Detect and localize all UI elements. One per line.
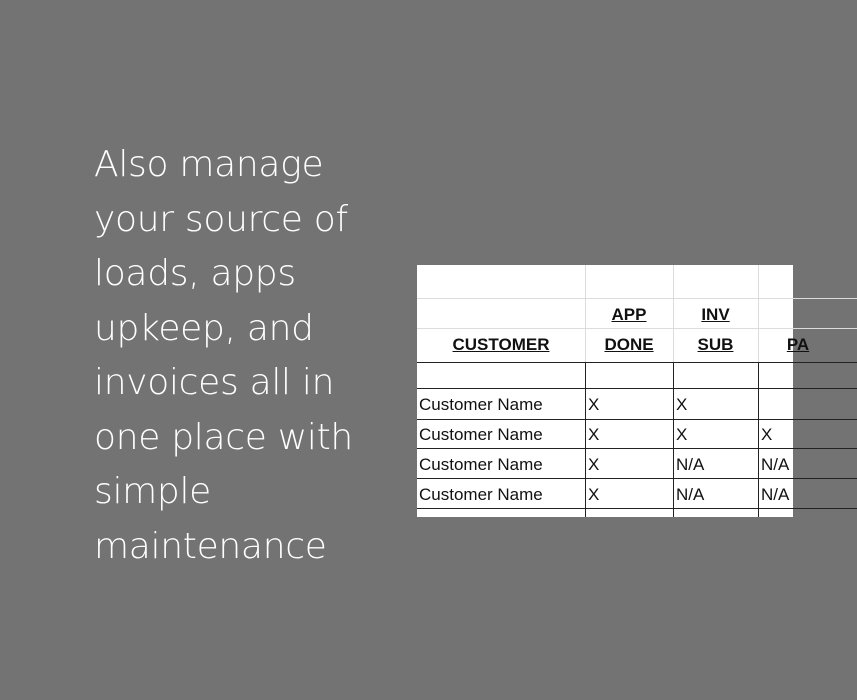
cell-border xyxy=(417,419,857,420)
headline-line: loads, apps xyxy=(94,253,296,294)
cell-inv-sub: X xyxy=(676,395,688,414)
cell-app-done: X xyxy=(588,425,600,444)
header-sub: SUB xyxy=(697,335,734,354)
cell-border xyxy=(417,508,857,509)
cell-border xyxy=(758,362,759,517)
cell-inv-sub: N/A xyxy=(676,485,705,504)
header-app: APP xyxy=(611,305,647,324)
cell-border xyxy=(417,448,857,449)
header-inv: INV xyxy=(701,305,730,324)
cell-customer-name: Customer Name xyxy=(419,455,543,474)
cell-app-done: X xyxy=(588,395,600,414)
headline-line: simple xyxy=(94,471,212,512)
cell-border xyxy=(417,362,857,363)
cell-customer-name: Customer Name xyxy=(419,485,543,504)
cell-app-done: X xyxy=(588,455,600,474)
cell-col4: X xyxy=(761,425,773,444)
cell-col4: N/A xyxy=(761,455,790,474)
headline-line: invoices all in xyxy=(94,362,335,403)
gridline xyxy=(417,328,857,329)
spreadsheet-screenshot xyxy=(417,265,810,517)
cell-border xyxy=(417,478,857,479)
headline-line: maintenance xyxy=(94,525,327,567)
cell-border xyxy=(417,388,857,389)
cell-app-done: X xyxy=(588,485,600,504)
cell-customer-name: Customer Name xyxy=(419,395,543,414)
cell-col4: N/A xyxy=(761,485,790,504)
cell-customer-name: Customer Name xyxy=(419,425,543,444)
cell-border xyxy=(585,362,586,517)
header-customer: CUSTOMER xyxy=(452,335,550,354)
cell-inv-sub: N/A xyxy=(676,455,705,474)
cell-inv-sub: X xyxy=(676,425,688,444)
header-done: DONE xyxy=(604,335,654,354)
headline-line: one place with xyxy=(94,416,353,458)
cell-border xyxy=(673,362,674,517)
header-partial: PA xyxy=(786,335,810,354)
promo-headline xyxy=(94,138,394,574)
spreadsheet-grid xyxy=(417,265,857,517)
headline-line: Also manage xyxy=(94,144,324,185)
headline-line: your source of xyxy=(94,198,348,240)
gridline xyxy=(417,298,857,299)
headline-line: upkeep, and xyxy=(94,307,314,349)
